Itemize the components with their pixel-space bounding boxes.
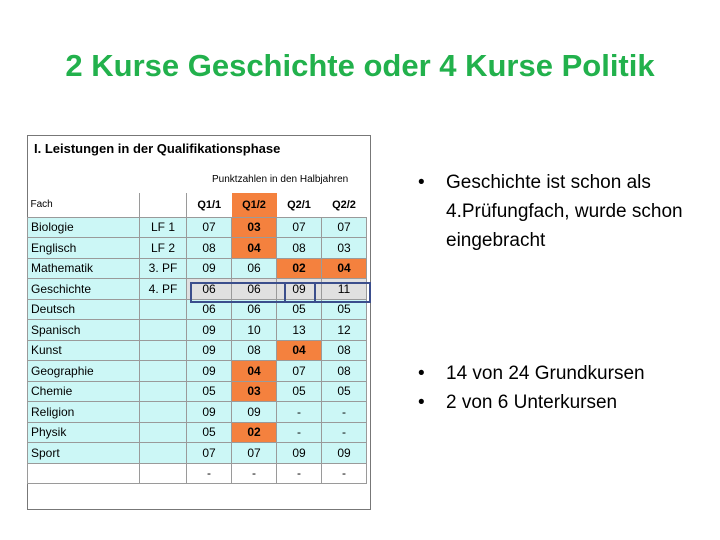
grade-cell: 08 (187, 238, 232, 259)
grade-cell: - (322, 463, 367, 484)
table-row (28, 443, 367, 464)
grade-cell: 04 (322, 258, 367, 279)
table-row (28, 340, 367, 361)
header-pf (140, 193, 187, 217)
grade-cell: - (232, 463, 277, 484)
table-row (28, 402, 367, 423)
grade-cell: 09 (322, 443, 367, 464)
grade-cell: 06 (232, 258, 277, 279)
grade-cell: 07 (277, 361, 322, 382)
grade-cell: 05 (322, 381, 367, 402)
grade-cell: 08 (232, 340, 277, 361)
pf-cell (140, 422, 187, 443)
grade-cell: - (322, 402, 367, 423)
grade-cell: 05 (187, 422, 232, 443)
grade-cell: 06 (232, 299, 277, 320)
bullet-dot-icon: • (418, 172, 425, 193)
subject-cell: Mathematik (28, 258, 140, 279)
bullet-list-top (418, 168, 708, 255)
grade-cell: 07 (322, 217, 367, 238)
subject-cell: Sport (28, 443, 140, 464)
header-q21: Q2/1 (277, 193, 322, 217)
grade-cell: 13 (277, 320, 322, 341)
grade-cell: - (277, 422, 322, 443)
bullet-item (418, 388, 708, 417)
grade-cell: 09 (187, 402, 232, 423)
subject-cell: Kunst (28, 340, 140, 361)
header-q22: Q2/2 (322, 193, 367, 217)
table-row (28, 361, 367, 382)
subject-cell: Biologie (28, 217, 140, 238)
grade-cell: 03 (232, 217, 277, 238)
pf-cell (140, 361, 187, 382)
grade-cell: 08 (322, 340, 367, 361)
grade-cell: 02 (232, 422, 277, 443)
subject-cell: Deutsch (28, 299, 140, 320)
subject-cell (28, 463, 140, 484)
grade-cell: 03 (322, 238, 367, 259)
grade-cell: 06 (187, 299, 232, 320)
table-row (28, 463, 367, 484)
pf-cell (140, 299, 187, 320)
pf-cell (140, 402, 187, 423)
bullet-text: 2 von 6 Unterkursen (446, 392, 618, 413)
header-fach: Fach (28, 193, 140, 217)
grade-cell: 07 (277, 217, 322, 238)
bullet-list-bottom (418, 359, 708, 417)
subject-cell: Spanisch (28, 320, 140, 341)
slide-title: 2 Kurse Geschichte oder 4 Kurse Politik (65, 48, 655, 83)
subject-cell: Religion (28, 402, 140, 423)
subject-cell: Geschichte (28, 279, 140, 300)
bullet-dot-icon: • (418, 363, 425, 384)
sheet-title: I. Leistungen in der Qualifikationsphase (34, 141, 281, 156)
grade-cell: - (322, 422, 367, 443)
q21-highlight-frame (284, 282, 316, 303)
grade-cell: 05 (277, 381, 322, 402)
table-row (28, 238, 367, 259)
grade-cell: 08 (277, 238, 322, 259)
pf-cell: 3. PF (140, 258, 187, 279)
grade-cell: 09 (232, 402, 277, 423)
table-header-row (28, 193, 367, 217)
table-row (28, 381, 367, 402)
grade-cell: 12 (322, 320, 367, 341)
bullet-text: Geschichte ist schon als 4.Prüfungfach, wurde schon eingebracht (446, 172, 683, 251)
subject-cell: Englisch (28, 238, 140, 259)
sheet-subheader: Punktzahlen in den Halbjahren (212, 174, 349, 185)
grade-cell: - (187, 463, 232, 484)
table-row (28, 320, 367, 341)
grade-cell: 06 (187, 279, 232, 300)
grade-cell: 06 (232, 279, 277, 300)
grade-cell: 02 (277, 258, 322, 279)
grade-table (27, 193, 367, 484)
grade-cell: 09 (187, 361, 232, 382)
bullet-item (418, 168, 708, 255)
grade-cell: 07 (232, 443, 277, 464)
subject-cell: Chemie (28, 381, 140, 402)
pf-cell: LF 2 (140, 238, 187, 259)
grade-cell: 11 (322, 279, 367, 300)
subject-cell: Geographie (28, 361, 140, 382)
table-row (28, 258, 367, 279)
pf-cell: LF 1 (140, 217, 187, 238)
table-row (28, 422, 367, 443)
bullet-dot-icon: • (418, 392, 425, 413)
bullet-text: 14 von 24 Grundkursen (446, 363, 645, 384)
table-row (28, 217, 367, 238)
header-q11: Q1/1 (187, 193, 232, 217)
pf-cell: 4. PF (140, 279, 187, 300)
grade-cell: 04 (232, 238, 277, 259)
grade-cell: 09 (187, 320, 232, 341)
grade-cell: 09 (187, 258, 232, 279)
pf-cell (140, 463, 187, 484)
grade-cell: 09 (187, 340, 232, 361)
grade-cell: 05 (277, 299, 322, 320)
header-q12: Q1/2 (232, 193, 277, 217)
grade-cell: 05 (187, 381, 232, 402)
grade-cell: 07 (187, 443, 232, 464)
pf-cell (140, 340, 187, 361)
grade-cell: 09 (277, 279, 322, 300)
grade-cell: 10 (232, 320, 277, 341)
grade-cell: 07 (187, 217, 232, 238)
subject-cell: Physik (28, 422, 140, 443)
grade-cell: 08 (322, 361, 367, 382)
pf-cell (140, 381, 187, 402)
grade-cell: - (277, 463, 322, 484)
grade-cell: 09 (277, 443, 322, 464)
geschichte-highlight-frame (190, 282, 371, 303)
bullet-item (418, 359, 708, 388)
pf-cell (140, 320, 187, 341)
grade-cell: 04 (232, 361, 277, 382)
grade-cell: 03 (232, 381, 277, 402)
grade-cell: 04 (277, 340, 322, 361)
pf-cell (140, 443, 187, 464)
grade-cell: 05 (322, 299, 367, 320)
grade-cell: - (277, 402, 322, 423)
